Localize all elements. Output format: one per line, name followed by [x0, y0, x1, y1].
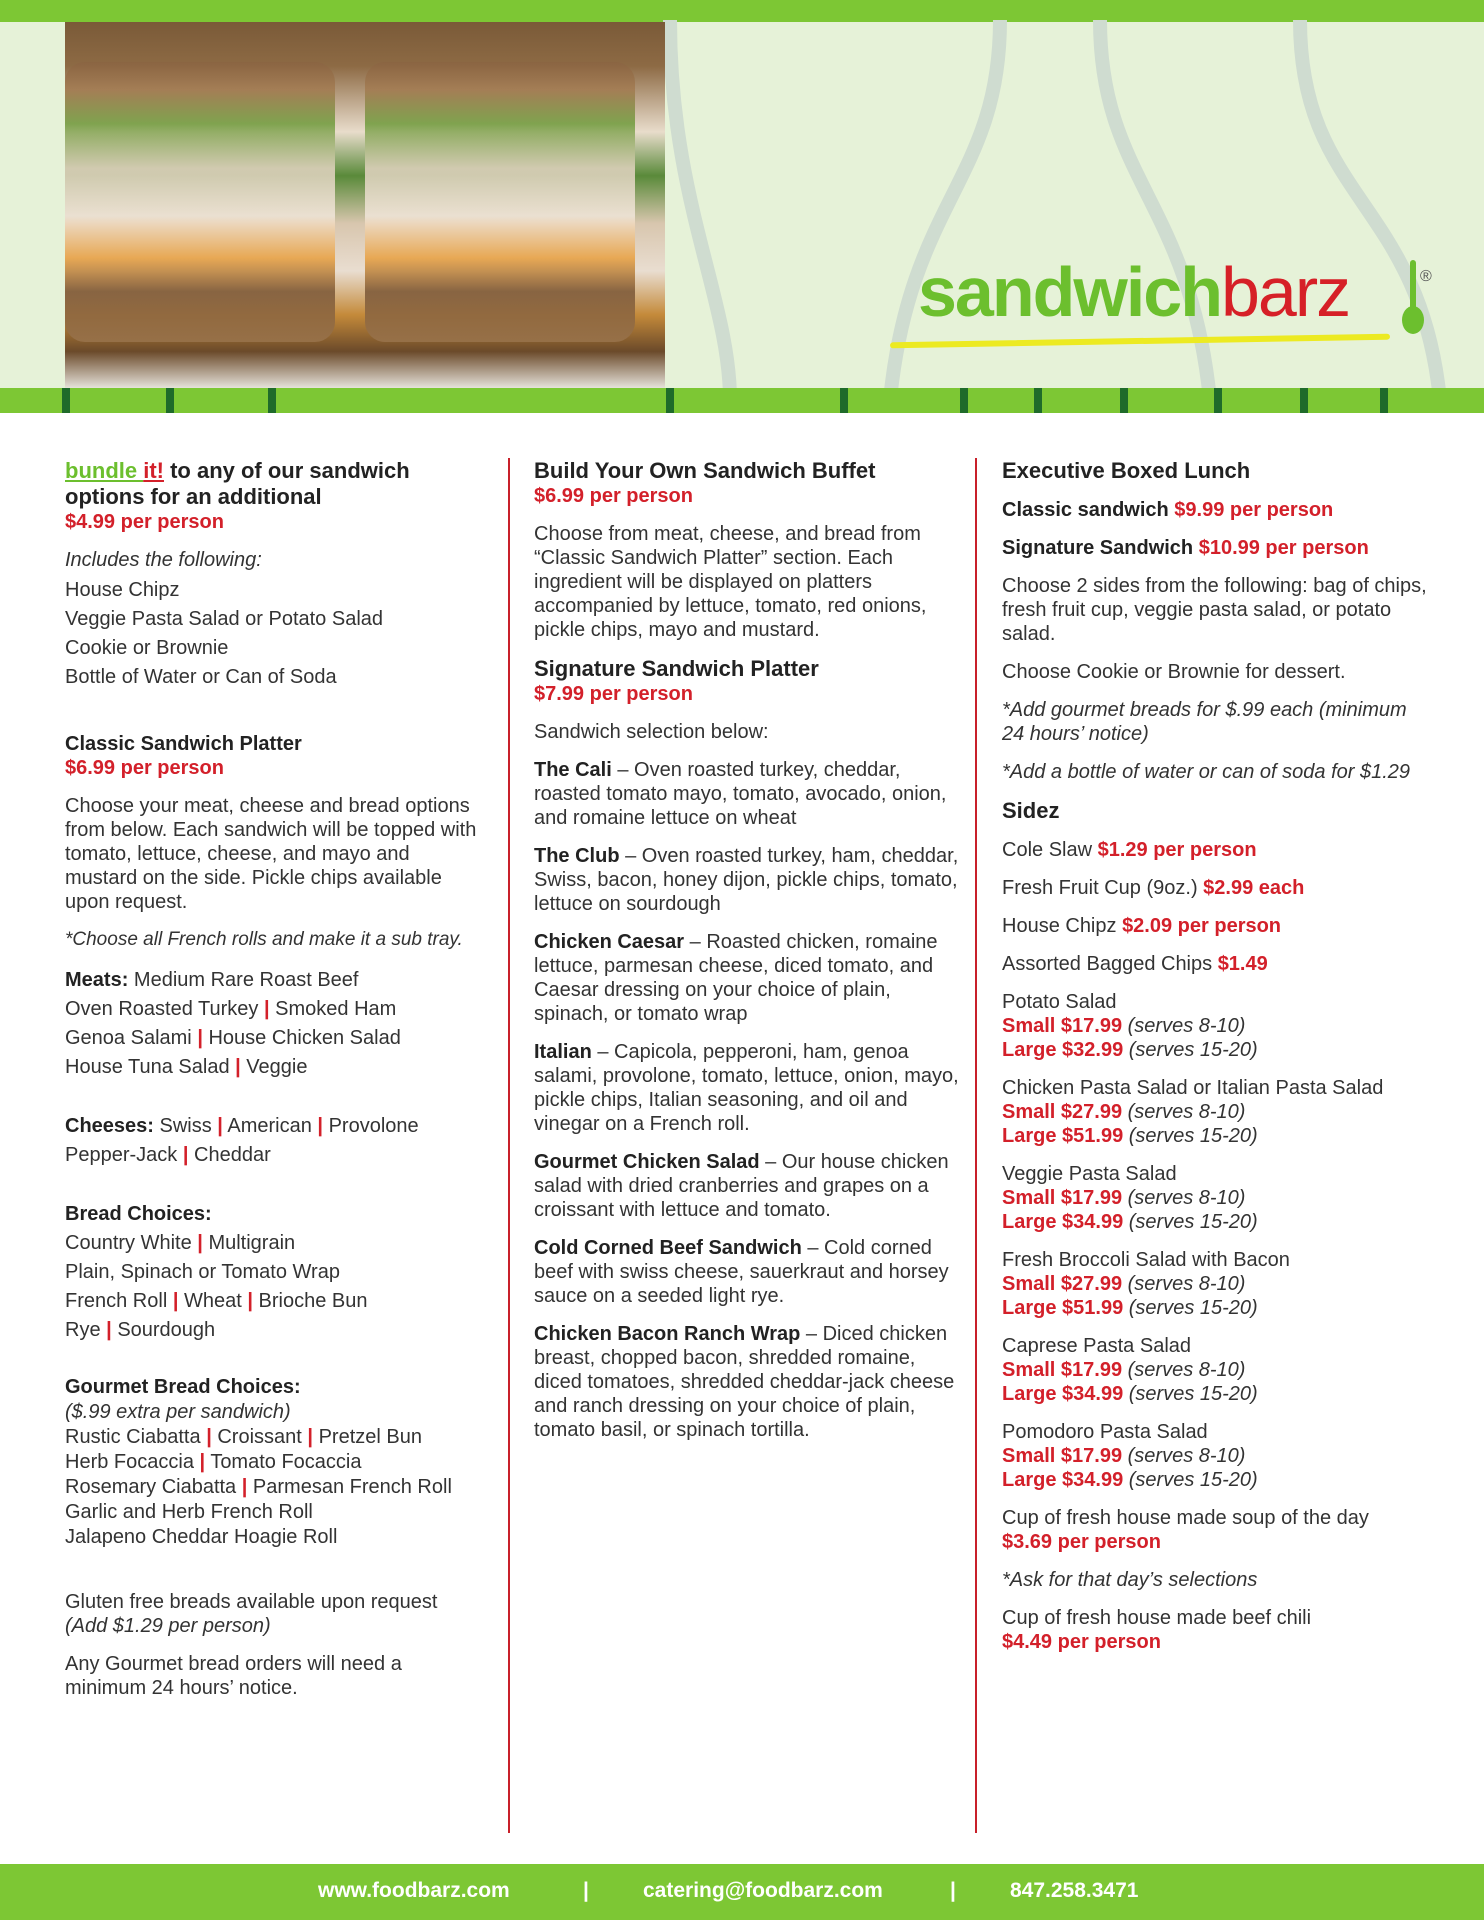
sidez-title: Sidez — [1002, 798, 1060, 823]
side-item: Assorted Bagged Chips $1.49 — [1002, 953, 1268, 975]
salad-item: Caprese Pasta Salad Small $17.99 (serves 8-10) Large $34.99 (serves 15-20) — [1002, 1335, 1258, 1405]
salad-item: Pomodoro Pasta Salad Small $17.99 (serves 8-10) Large $34.99 (serves 15-20) — [1002, 1421, 1258, 1491]
bundle-price: $4.99 per person — [65, 511, 224, 533]
exec-sides: Choose 2 sides from the following: bag of chips, fresh fruit cup, veggie pasta salad, or potato salad. — [1002, 575, 1427, 645]
bundle-heading: bundle it! to any of our sandwich options for an additional — [65, 458, 410, 509]
exec-title: Executive Boxed Lunch — [1002, 458, 1251, 483]
exec-note-1: *Add gourmet breads for $.99 each (minimum 24 hours’ notice) — [1002, 699, 1407, 745]
band-ticks — [0, 388, 1484, 413]
footer-bar — [0, 1864, 1484, 1920]
email-link[interactable]: catering@foodbarz.com — [643, 1879, 883, 1902]
bread-list: Bread Choices: Country White | Multigrain Plain, Spinach or Tomato Wrap French Roll | Wheat | Brioche Bun Rye | Sourdough — [65, 1203, 368, 1341]
phone-number[interactable]: 847.258.3471 — [1010, 1879, 1139, 1902]
chili-item: Cup of fresh house made beef chili $4.49 per person — [1002, 1607, 1312, 1653]
column-middle — [534, 458, 964, 1456]
salad-item: Chicken Pasta Salad or Italian Pasta Salad Small $27.99 (serves 8-10) Large $51.99 (serves 15-20) — [1002, 1077, 1384, 1147]
gourmet-notice: Any Gourmet bread orders will need a minimum 24 hours’ notice. — [65, 1653, 402, 1699]
list-item: Chicken Bacon Ranch Wrap – Diced chicken breast, chopped bacon, shredded romaine, diced tomatoes, shredded cheddar-jack cheese and ranch dressing on your choice of plain, tomato basil, or spinach tortilla. — [534, 1323, 955, 1441]
salad-item: Potato Salad Small $17.99 (serves 8-10) Large $32.99 (serves 15-20) — [1002, 991, 1258, 1061]
signature-intro: Sandwich selection below: — [534, 721, 769, 743]
footer-separator: | — [950, 1879, 956, 1902]
side-item: House Chipz $2.09 per person — [1002, 915, 1282, 937]
gourmet-bread-list: Gourmet Bread Choices: ($.99 extra per sandwich) Rustic Ciabatta | Croissant | Pretzel Bun Herb Focaccia | Tomato Focaccia Rosemary Ciabatta | Parmesan French Roll Garlic and Herb French Roll Jalapeno Cheddar Hoagie Roll — [65, 1376, 452, 1548]
side-item: Fresh Fruit Cup (9oz.) $2.99 each — [1002, 877, 1305, 899]
classic-platter-desc: Choose your meat, cheese and bread options from below. Each sandwich will be topped with tomato, lettuce, cheese, and mayo and mustard on the side. Pickle chips available upon request. — [65, 795, 477, 913]
classic-platter-price: $6.99 per person — [65, 757, 224, 779]
exec-note-2: *Add a bottle of water or can of soda for $1.29 — [1002, 761, 1411, 783]
list-item: Bottle of Water or Can of Soda — [65, 666, 337, 688]
soup-item: Cup of fresh house made soup of the day $3.69 per person — [1002, 1507, 1369, 1553]
salad-item: Veggie Pasta Salad Small $17.99 (serves 8-10) Large $34.99 (serves 15-20) — [1002, 1163, 1258, 1233]
classic-platter-title: Classic Sandwich Platter — [65, 733, 302, 755]
exec-signature: Signature Sandwich $10.99 per person — [1002, 537, 1369, 559]
exec-classic: Classic sandwich $9.99 per person — [1002, 499, 1334, 521]
registered-mark: ® — [1420, 268, 1432, 285]
cheeses-list: Cheeses: Swiss | American | Provolone Pepper-Jack | Cheddar — [65, 1115, 419, 1166]
classic-platter-note: *Choose all French rolls and make it a sub tray. — [65, 929, 463, 950]
buffet-price: $6.99 per person — [534, 485, 693, 507]
brand-logo: sandwichbarz — [918, 253, 1350, 331]
list-item: Chicken Caesar – Roasted chicken, romaine lettuce, parmesan cheese, diced tomato, and Caesar dressing on your choice of plain, spinach, or tomato wrap — [534, 931, 938, 1025]
bottom-green-band — [0, 388, 1484, 413]
signature-title: Signature Sandwich Platter — [534, 656, 819, 681]
list-item: Italian – Capicola, pepperoni, ham, genoa salami, provolone, tomato, lettuce, onion, mayo, pickle chips, Italian seasoning, and oil and vinegar on a French roll. — [534, 1041, 959, 1135]
includes-list — [65, 576, 485, 692]
footer-separator: | — [583, 1879, 589, 1902]
gluten-free-note: Gluten free breads available upon request (Add $1.29 per person) — [65, 1591, 438, 1637]
column-divider-2 — [975, 458, 977, 1833]
list-item: Cold Corned Beef Sandwich – Cold corned beef with swiss cheese, sauerkraut and horsey sauce on a seeded light rye. — [534, 1237, 949, 1307]
column-left — [65, 458, 485, 1714]
website-link[interactable]: www.foodbarz.com — [318, 1879, 510, 1902]
column-right — [1002, 458, 1432, 1654]
list-item: Cookie or Brownie — [65, 637, 229, 659]
list-item: Gourmet Chicken Salad – Our house chicken salad with dried cranberries and grapes on a croissant with lettuce and tomato. — [534, 1151, 949, 1221]
soup-note: *Ask for that day’s selections — [1002, 1569, 1258, 1591]
list-item: The Club – Oven roasted turkey, ham, cheddar, Swiss, bacon, honey dijon, pickle chips, tomato, lettuce on sourdough — [534, 845, 959, 915]
includes-label: Includes the following: — [65, 549, 262, 571]
meats-list: Meats: Medium Rare Roast Beef Oven Roasted Turkey | Smoked Ham Genoa Salami | House Chicken Salad House Tuna Salad | Veggie — [65, 969, 401, 1078]
list-item: The Cali – Oven roasted turkey, cheddar, roasted tomato mayo, tomato, avocado, onion, and romaine lettuce on wheat — [534, 759, 947, 829]
buffet-desc: Choose from meat, cheese, and bread from “Classic Sandwich Platter” section. Each ingredient will be displayed on platters accompanied by lettuce, tomato, red onions, pickle chips, mayo and mustard. — [534, 523, 927, 641]
list-item: House Chipz — [65, 579, 180, 601]
signature-price: $7.99 per person — [534, 683, 693, 705]
column-divider-1 — [508, 458, 510, 1833]
side-item: Cole Slaw $1.29 per person — [1002, 839, 1257, 861]
header-banner — [0, 0, 1484, 413]
salad-item: Fresh Broccoli Salad with Bacon Small $27.99 (serves 8-10) Large $51.99 (serves 15-20) — [1002, 1249, 1290, 1319]
list-item: Veggie Pasta Salad or Potato Salad — [65, 608, 384, 630]
sandwich-photo — [65, 22, 665, 388]
buffet-title: Build Your Own Sandwich Buffet — [534, 458, 876, 483]
exec-dessert: Choose Cookie or Brownie for dessert. — [1002, 661, 1346, 683]
